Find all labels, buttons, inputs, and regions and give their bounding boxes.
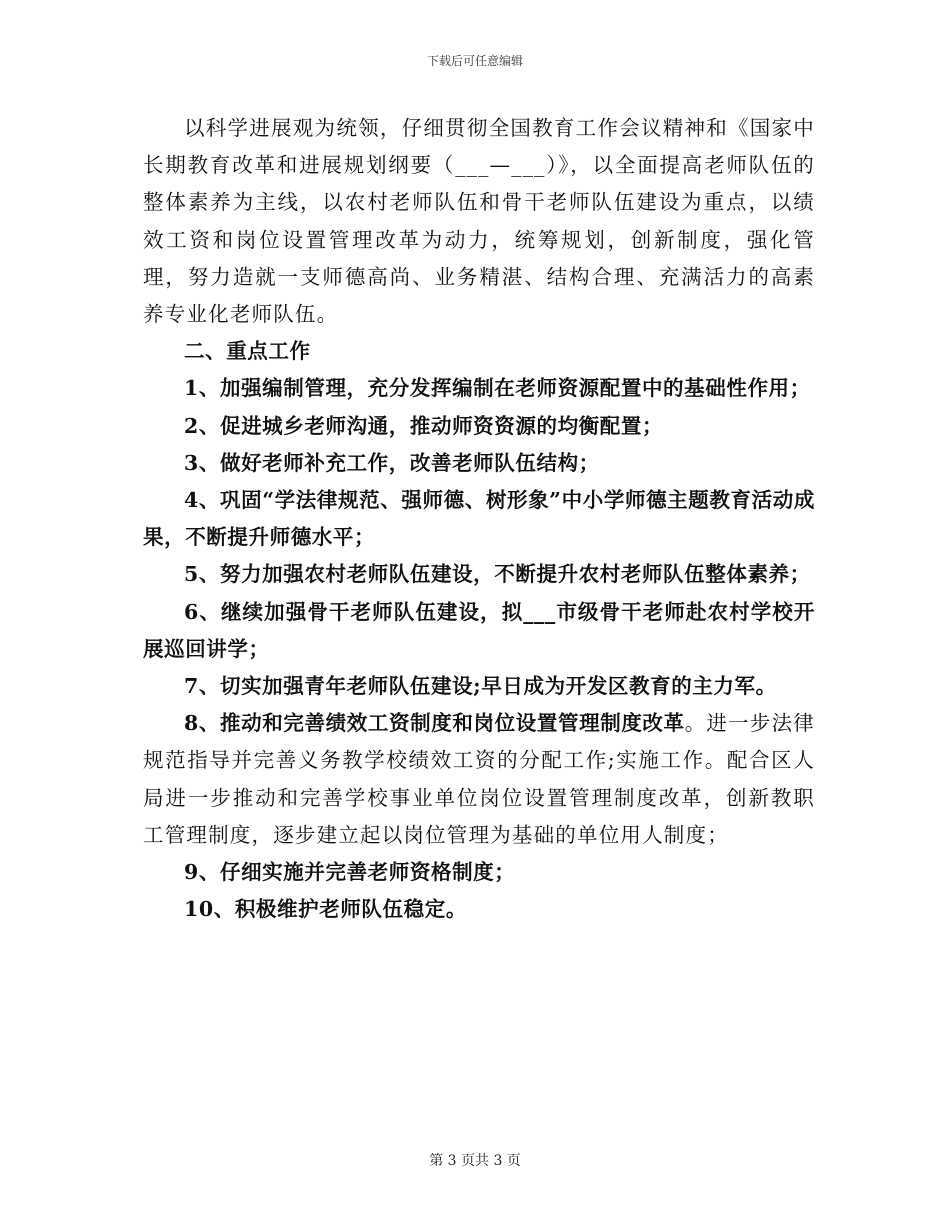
- section-heading: 二、重点工作: [184, 339, 311, 364]
- list-item-9: 9、仔细实施并完善老师资格制度；: [184, 860, 516, 885]
- list-item-1: 1、加强编制管理，充分发挥编制在老师资源配置中的基础性作用；: [184, 376, 811, 401]
- list-item-3: 3、做好老师补充工作，改善老师队伍结构；: [184, 450, 600, 475]
- list-item-7: 7、切实加强青年老师队伍建设;早日成为开发区教育的主力军。: [184, 674, 777, 699]
- list-item-5: 5、努力加强农村老师队伍建设，不断提升农村老师队伍整体素养；: [184, 562, 811, 587]
- list-item-8: [143, 705, 815, 854]
- page-header: 下载后可任意编辑: [426, 54, 523, 68]
- list-item-6: 6、继续加强骨干老师队伍建设，拟___市级骨干老师赴农村学校开展巡回讲学；: [143, 599, 815, 661]
- list-item-8-body: 。进一步法律规范指导并完善义务教学校绩效工资的分配工作;实施工作。配合区人局进一步推动和完善学校事业单位岗位设置管理制度改革，创新教职工管理制度，逐步建立起以岗位管理为基础的单位用人制度；: [143, 711, 815, 847]
- page-footer: 第 3 页共 3 页: [429, 1153, 521, 1169]
- list-item-2: 2、促进城乡老师沟通，推动师资资源的均衡配置；: [184, 413, 664, 438]
- document-body: [143, 110, 815, 928]
- list-item-10: 10、积极维护老师队伍稳定。: [184, 897, 467, 922]
- list-item-8-lead: 8、推动和完善绩效工资制度和岗位设置管理制度改革: [184, 711, 685, 736]
- intro-paragraph: 以科学进展观为统领，仔细贯彻全国教育工作会议精神和《国家中长期教育改革和进展规划纲要（___—___）》，以全面提高老师队伍的整体素养为主线，以农村老师队伍和骨干老师队伍建设为重点，以绩效工资和岗位设置管理改革为动力，统筹规划，创新制度，强化管理，努力造就一支师德高尚、业务精湛、结构合理、充满活力的高素养专业化老师队伍。: [143, 116, 815, 327]
- list-item-4: 4、巩固“学法律规范、强师德、树形象”中小学师德主题教育活动成果，不断提升师德水平；: [143, 488, 815, 550]
